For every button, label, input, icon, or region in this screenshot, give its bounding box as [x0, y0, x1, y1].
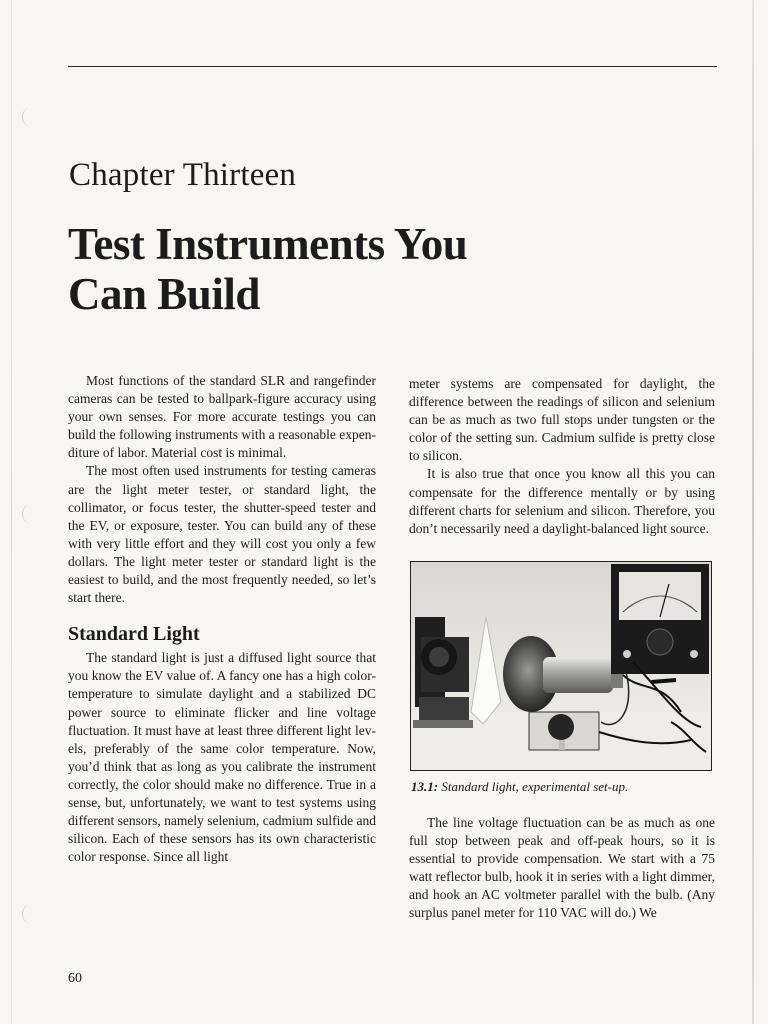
chapter-title-line: Test Instruments You	[68, 219, 468, 269]
body-paragraph: meter systems are compensated for daylight, the difference between the readings of silicon and selenium can be as much as two full stops under tungsten or the color of the setting sun. Cadmium sulfide is pretty close to silicon.	[409, 376, 715, 464]
scan-edge-right	[752, 0, 754, 1024]
chapter-title	[68, 219, 668, 319]
left-text-column	[68, 372, 376, 866]
body-paragraph: Most functions of the standard SLR and rangefinder cameras can be tested to ballpark-figure accuracy using your own senses. For more accurate testings you can build the following instruments with a reasonable expenditure of labor. Material cost is minimal.	[68, 373, 376, 461]
right-text-column-lower	[409, 814, 715, 923]
header-rule	[68, 66, 717, 67]
standard-light-setup-illustration	[411, 562, 711, 770]
body-paragraph: The most often used instruments for testing cameras are the light meter tester, or standard light, the collimator, or focus tester, the shutter-speed tester and the EV, or exposure, tester. You can build any of these with very little effort and they will cost you only a few dollars. The light meter tester or standard light is the easiest to build, and the most frequently needed, so let’s start there.	[68, 463, 376, 606]
chapter-title-line: Can Build	[68, 269, 260, 319]
body-paragraph: The standard light is just a diffused light source that you know the EV value of. A fancy one has a high color-temperature to simulate daylight and a stabilized DC power source to eliminate flicker and line voltage fluctuation. It must have at least three different light levels, preferably of the same color temperature. Now, you’d think that as long as you calibrate the instrument correctly, the color should make no difference. True in a sense, but, unfortunately, we want to test systems using different sensors, namely selenium, cadmium sulfide and silicon. Each of these sensors has its own characteristic color response. Since all light	[68, 650, 376, 865]
binder-hole-mark	[22, 505, 37, 523]
figure-photo	[410, 561, 712, 771]
figure-number: 13.1:	[411, 779, 439, 794]
binder-hole-mark	[22, 108, 37, 126]
right-text-column	[409, 375, 715, 538]
scan-edge-left	[11, 0, 12, 1024]
figure-caption-text: Standard light, experimental set-up.	[441, 779, 629, 794]
figure-caption	[411, 779, 711, 795]
chapter-label: Chapter Thirteen	[69, 157, 297, 193]
section-heading: Standard Light	[68, 623, 200, 646]
binder-hole-mark	[22, 905, 37, 923]
page-number: 60	[68, 971, 82, 986]
body-paragraph: The line voltage fluctuation can be as much as one full stop between peak and off-peak hours, so it is essential to provide compensation. We start with a 75 watt reflector bulb, hook it in series with a light dimmer, and hook an AC voltmeter parallel with the bulb. (Any surplus panel meter for 110 VAC will do.) We	[409, 815, 715, 921]
body-paragraph: It is also true that once you know all this you can compensate for the difference mentally or by using different charts for selenium and silicon. Therefore, you don’t necessarily need a daylight-balanced light source.	[409, 466, 715, 536]
